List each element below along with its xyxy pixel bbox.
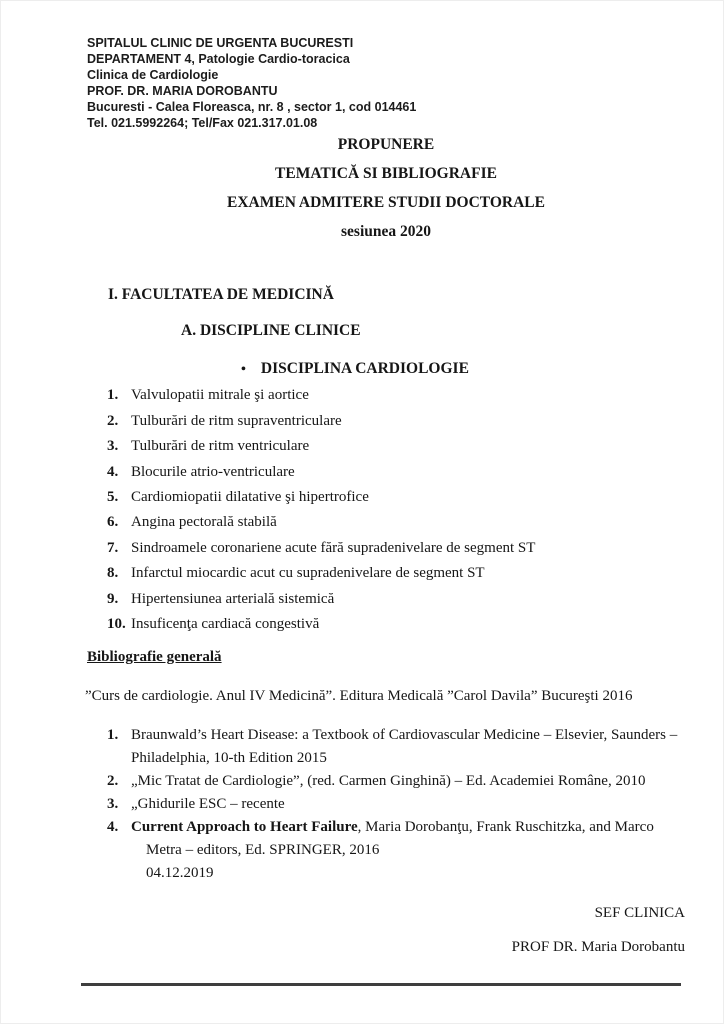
topic-number: 5. xyxy=(107,489,119,506)
doc-title-tematica: TEMATICĂ SI BIBLIOGRAFIE xyxy=(275,165,497,183)
bibliography-general-entry: ”Curs de cardiologie. Anul IV Medicină”. Editura Medicală ”Carol Davila” Bucureşti 2016 xyxy=(85,688,633,704)
topic-number: 1. xyxy=(107,387,119,404)
bib-text: , Maria Dorobanţu, Frank Ruschitzka, and Marco xyxy=(357,818,654,835)
topic-number: 10. xyxy=(107,616,126,633)
bib-text: Braunwald’s Heart Disease: a Textbook of Cardiovascular Medicine – Elsevier, Saunders – xyxy=(131,726,678,743)
hospital-name: SPITALUL CLINIC DE URGENTA BUCURESTI xyxy=(87,36,354,50)
topic-text: Angina pectorală stabilă xyxy=(131,514,277,531)
topic-number: 8. xyxy=(107,565,119,582)
letterhead xyxy=(87,1,723,131)
topic-item xyxy=(107,460,723,485)
topic-text: Valvulopatii mitrale şi aortice xyxy=(131,387,309,404)
bibliography-item xyxy=(107,724,723,770)
topic-item xyxy=(107,587,723,612)
clinical-disciplines-heading: A. DISCIPLINE CLINICE xyxy=(181,322,361,340)
topic-item xyxy=(107,485,723,510)
topic-text: Infarctul miocardic acut cu supradenivelare de segment ST xyxy=(131,565,485,582)
bib-continuation: Metra – editors, Ed. SPRINGER, 2016 xyxy=(146,841,380,858)
signature-role: SEF CLINICA xyxy=(594,904,685,921)
topic-item xyxy=(107,612,723,637)
address-line: Bucuresti - Calea Floreasca, nr. 8 , sector 1, cod 014461 xyxy=(87,99,417,114)
bib-continuation: Philadelphia, 10-th Edition 2015 xyxy=(131,749,327,766)
bibliography-list xyxy=(107,724,723,885)
topic-text: Sindroamele coronariene acute fără supradenivelare de segment ST xyxy=(131,539,536,556)
bib-line xyxy=(107,770,723,793)
topic-text: Tulburări de ritm ventriculare xyxy=(131,438,310,455)
bib-number: 4. xyxy=(107,818,119,835)
bibliography-heading: Bibliografie generală xyxy=(87,648,222,665)
phone-line: Tel. 021.5992264; Tel/Fax 021.317.01.08 xyxy=(87,115,318,130)
clinic-line: Clinica de Cardiologie xyxy=(87,67,219,82)
cardiology-discipline-heading xyxy=(241,361,723,378)
title-block xyxy=(87,137,685,240)
topic-number: 3. xyxy=(107,438,119,455)
discipline-label: DISCIPLINA CARDIOLOGIE xyxy=(260,359,469,377)
department-line: DEPARTAMENT 4, Patologie Cardio-toracica xyxy=(87,51,350,66)
bib-line xyxy=(107,724,723,747)
topic-text: Cardiomiopatii dilatative şi hipertrofice xyxy=(131,489,369,506)
professor-line: PROF. DR. MARIA DOROBANTU xyxy=(87,83,278,98)
bib-text: „Ghidurile ESC – recente xyxy=(131,795,285,812)
topic-item xyxy=(107,510,723,535)
bibliography-item xyxy=(107,816,723,885)
doc-title-propunere: PROPUNERE xyxy=(337,136,435,154)
footer-divider xyxy=(81,983,681,986)
bibliography-item xyxy=(107,770,723,793)
topic-number: 6. xyxy=(107,514,119,531)
topic-item xyxy=(107,409,723,434)
bibliography-item xyxy=(107,793,723,816)
topic-text: Tulburări de ritm supraventriculare xyxy=(131,412,342,429)
topic-item xyxy=(107,434,723,459)
topic-text: Insuficenţa cardiacă congestivă xyxy=(131,616,320,633)
bullet-icon: • xyxy=(241,361,246,377)
topic-item xyxy=(107,383,723,408)
topics-list xyxy=(107,383,723,637)
bib-text: „Mic Tratat de Cardiologie”, (red. Carmen Ginghină) – Ed. Academiei Române, 2010 xyxy=(131,772,646,789)
document-date: 04.12.2019 xyxy=(146,864,214,881)
bib-number: 3. xyxy=(107,795,119,812)
bib-line xyxy=(107,816,723,839)
signature-name: PROF DR. Maria Dorobantu xyxy=(511,939,685,955)
doc-title-examen: EXAMEN ADMITERE STUDII DOCTORALE xyxy=(227,194,545,212)
bib-title-bold: Current Approach to Heart Failure xyxy=(131,818,358,835)
signature-block xyxy=(87,906,685,956)
topic-item xyxy=(107,536,723,561)
bib-number: 2. xyxy=(107,772,119,789)
topic-number: 2. xyxy=(107,412,119,429)
topic-text: Blocurile atrio-ventriculare xyxy=(131,463,295,480)
topic-number: 9. xyxy=(107,590,119,607)
faculty-heading: I. FACULTATEA DE MEDICINĂ xyxy=(108,285,334,303)
bib-line xyxy=(107,793,723,816)
doc-title-session: sesiunea 2020 xyxy=(341,223,431,241)
topic-number: 7. xyxy=(107,539,119,556)
topic-text: Hipertensiunea arterială sistemică xyxy=(131,590,335,607)
bib-number: 1. xyxy=(107,726,119,743)
topic-item xyxy=(107,561,723,586)
topic-number: 4. xyxy=(107,463,119,480)
